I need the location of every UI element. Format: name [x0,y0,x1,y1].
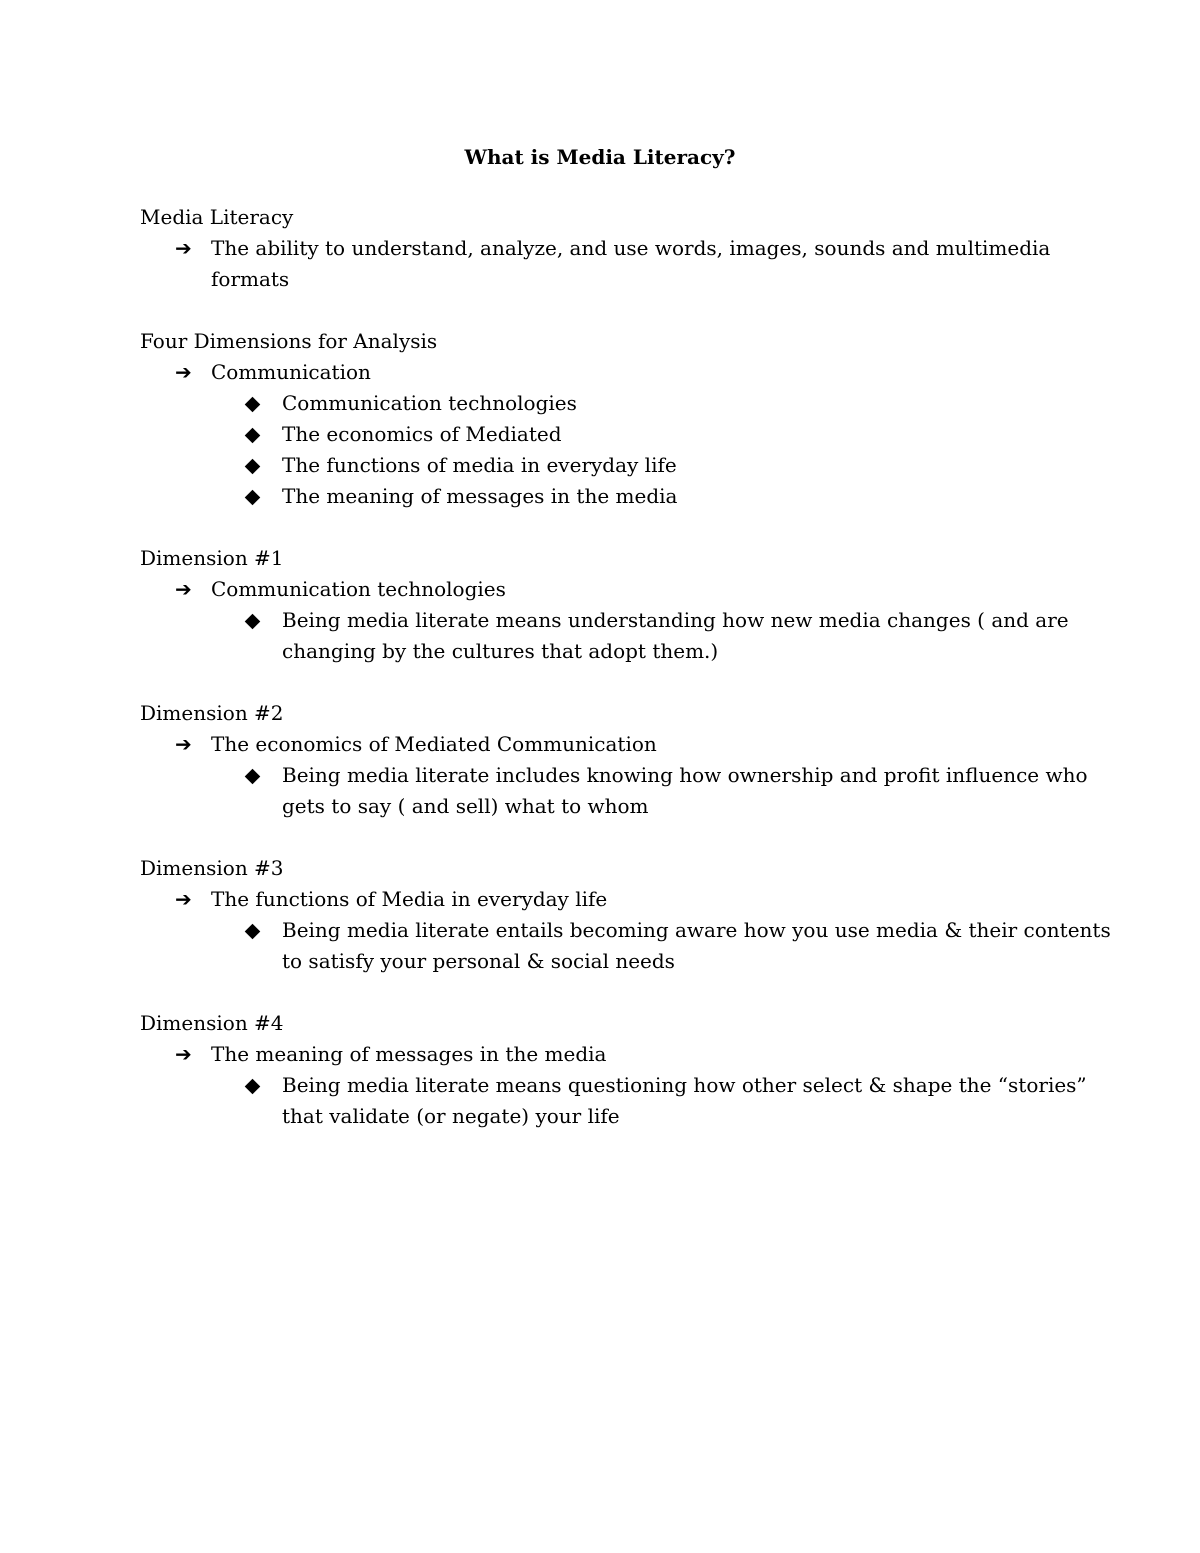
sub-list-item [140,636,1060,667]
diamond-icon [245,490,261,506]
sub-list-item-text: The functions of media in everyday life [282,453,677,477]
section-spacer [140,667,1060,698]
list-item [140,574,1060,605]
sub-list-item-text: The economics of Mediated [282,422,562,446]
section-spacer [140,822,1060,853]
list-item [140,1039,1060,1070]
sub-list-item [140,791,1060,822]
diamond-icon [245,428,261,444]
diamond-icon [245,614,261,630]
sub-list-item [140,605,1069,636]
sub-list-item [140,946,1060,977]
list-item-text: The ability to understand, analyze, and use words, images, sounds and multimedia [211,236,1051,260]
sub-list-item [140,915,1111,946]
sub-list-item-text: Being media literate includes knowing how ownership and profit influence who [282,763,1088,787]
arrow-right-icon: ➔ [175,360,192,384]
sub-list-item [140,419,1060,450]
sub-list-item-text: that validate (or negate) your life [282,1104,620,1128]
list-item [140,884,1060,915]
list-item [140,729,1060,760]
arrow-right-icon: ➔ [175,236,192,260]
section-heading: Dimension #1 [140,546,284,570]
section-heading: Dimension #3 [140,856,284,880]
list-item-text: formats [211,267,290,291]
sub-list-item-text: changing by the cultures that adopt them.) [282,639,719,663]
section-heading: Dimension #4 [140,1011,284,1035]
diamond-icon [245,769,261,785]
diamond-icon [245,924,261,940]
diamond-icon [245,1079,261,1095]
sub-list-item-text: Being media literate entails becoming aware how you use media & their contents [282,918,1111,942]
arrow-right-icon: ➔ [175,1042,192,1066]
list-item [140,233,1060,264]
list-item [140,357,1060,388]
sub-list-item-text: The meaning of messages in the media [282,484,678,508]
sub-list-item-text: Communication technologies [282,391,577,415]
list-item [140,264,1060,295]
arrow-right-icon: ➔ [175,887,192,911]
section-spacer [140,512,1060,543]
sub-list-item [140,481,1060,512]
list-item-text: Communication technologies [211,577,506,601]
section-heading: Media Literacy [140,205,294,229]
sub-list-item-text: Being media literate means understanding how new media changes ( and are [282,608,1069,632]
sub-list-item [140,1070,1087,1101]
section-heading: Dimension #2 [140,701,284,725]
sub-list-item [140,388,1060,419]
section-spacer [140,977,1060,1008]
diamond-icon [245,459,261,475]
arrow-right-icon: ➔ [175,732,192,756]
list-item-text: The meaning of messages in the media [211,1042,607,1066]
sub-list-item [140,760,1088,791]
sub-list-item [140,1101,1060,1132]
list-item-text: The functions of Media in everyday life [211,887,608,911]
list-item-text: Communication [211,360,371,384]
section-heading: Four Dimensions for Analysis [140,329,438,353]
arrow-right-icon: ➔ [175,577,192,601]
sub-list-item-text: Being media literate means questioning how other select & shape the “stories” [282,1073,1087,1097]
list-item-text: The economics of Mediated Communication [211,732,657,756]
section-spacer [140,295,1060,326]
document-body [140,202,1111,1132]
diamond-icon [245,397,261,413]
sub-list-item-text: to satisfy your personal & social needs [282,949,675,973]
document-title: What is Media Literacy? [464,145,736,169]
sub-list-item-text: gets to say ( and sell) what to whom [282,794,649,818]
sub-list-item [140,450,1060,481]
